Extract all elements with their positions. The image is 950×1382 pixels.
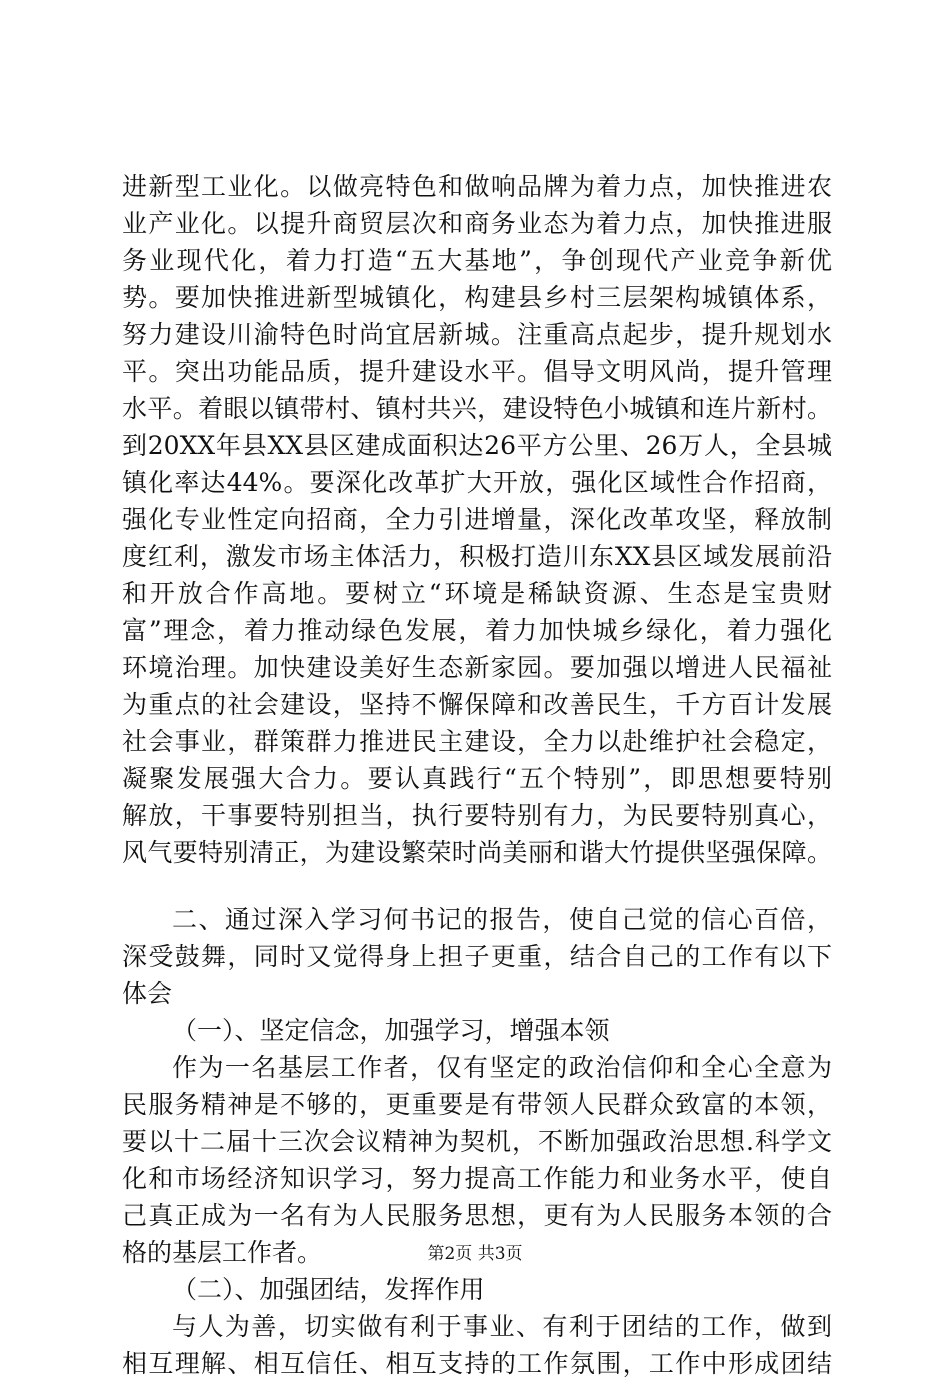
text-line: 体会 <box>122 979 173 1008</box>
text-line: 作为一名基层工作者，仅有坚定的政治信仰和全心全意为 <box>172 1053 832 1082</box>
text-line: 社会事业，群策群力推进民主建设，全力以赴维护社会稳定， <box>122 727 832 756</box>
text-line: 要以十二届十三次会议精神为契机，不断加强政治思想.科学文 <box>122 1127 832 1156</box>
paragraph-3 <box>122 1308 832 1382</box>
text-line: 水平。着眼以镇带村、镇村共兴，建设特色小城镇和连片新村。 <box>122 394 832 423</box>
text-line: 化和市场经济知识学习，努力提高工作能力和业务水平，使自 <box>122 1164 832 1193</box>
text-line: 相互理解、相互信任、相互支持的工作氛围，工作中形成团结 <box>122 1349 832 1378</box>
text-line: 凝聚发展强大合力。要认真践行“五个特别”，即思想要特别 <box>122 764 832 793</box>
paragraph-2 <box>122 1049 832 1271</box>
text-line: 努力建设川渝特色时尚宜居新城。注重高点起步，提升规划水 <box>122 320 832 349</box>
text-line: 到20XX年县XX县区建成面积达26平方公里、26万人，全县城 <box>122 431 832 460</box>
text-line: 己真正成为一名有为人民服务思想，更有为人民服务本领的合 <box>122 1201 832 1230</box>
text-line: 平。突出功能品质，提升建设水平。倡导文明风尚，提升管理 <box>122 357 832 386</box>
subheading-2: （二）、加强团结，发挥作用 <box>172 1275 485 1304</box>
text-line: 势。要加快推进新型城镇化，构建县乡村三层架构城镇体系， <box>122 283 832 312</box>
text-line: 富”理念，着力推动绿色发展，着力加快城乡绿化，着力强化 <box>122 616 832 645</box>
text-line: 强化专业性定向招商，全力引进增量，深化改革攻坚，释放制 <box>122 505 832 534</box>
subheading-1: （一）、坚定信念，加强学习，增强本领 <box>172 1016 610 1045</box>
section-2-heading <box>122 901 832 1012</box>
text-line: 镇化率达44%。要深化改革扩大开放，强化区域性合作招商， <box>122 468 832 497</box>
text-line: 业产业化。以提升商贸层次和商务业态为着力点，加快推进服 <box>122 209 832 238</box>
text-line: 环境治理。加快建设美好生态新家园。要加强以增进人民福祉 <box>122 653 832 682</box>
text-line: 二、通过深入学习何书记的报告，使自己觉的信心百倍， <box>172 905 832 934</box>
text-line: 进新型工业化。以做亮特色和做响品牌为着力点，加快推进农 <box>122 172 832 201</box>
text-line: 深受鼓舞，同时又觉得身上担子更重，结合自己的工作有以下 <box>122 942 832 971</box>
page-indicator: 第2页 共3页 <box>427 1244 523 1264</box>
text-line: 与人为善，切实做有利于事业、有利于团结的工作，做到 <box>172 1312 832 1341</box>
text-line: 风气要特别清正，为建设繁荣时尚美丽和谐大竹提供坚强保障。 <box>122 838 832 867</box>
page-footer <box>0 1243 950 1265</box>
document-body <box>122 168 832 1382</box>
text-line: 为重点的社会建设，坚持不懈保障和改善民生，千方百计发展 <box>122 690 832 719</box>
text-line: 和开放合作高地。要树立“环境是稀缺资源、生态是宝贵财 <box>122 579 832 608</box>
text-line: 务业现代化，着力打造“五大基地”，争创现代产业竞争新优 <box>122 246 832 275</box>
text-line: 民服务精神是不够的，更重要是有带领人民群众致富的本领， <box>122 1090 832 1119</box>
text-line: 度红利，激发市场主体活力，积极打造川东XX县区域发展前沿 <box>122 542 832 571</box>
text-line: 解放，干事要特别担当，执行要特别有力，为民要特别真心， <box>122 801 832 830</box>
paragraph-spacer <box>122 871 832 901</box>
paragraph-1 <box>122 168 832 871</box>
text-line: 格的基层工作者。 <box>122 1238 323 1267</box>
